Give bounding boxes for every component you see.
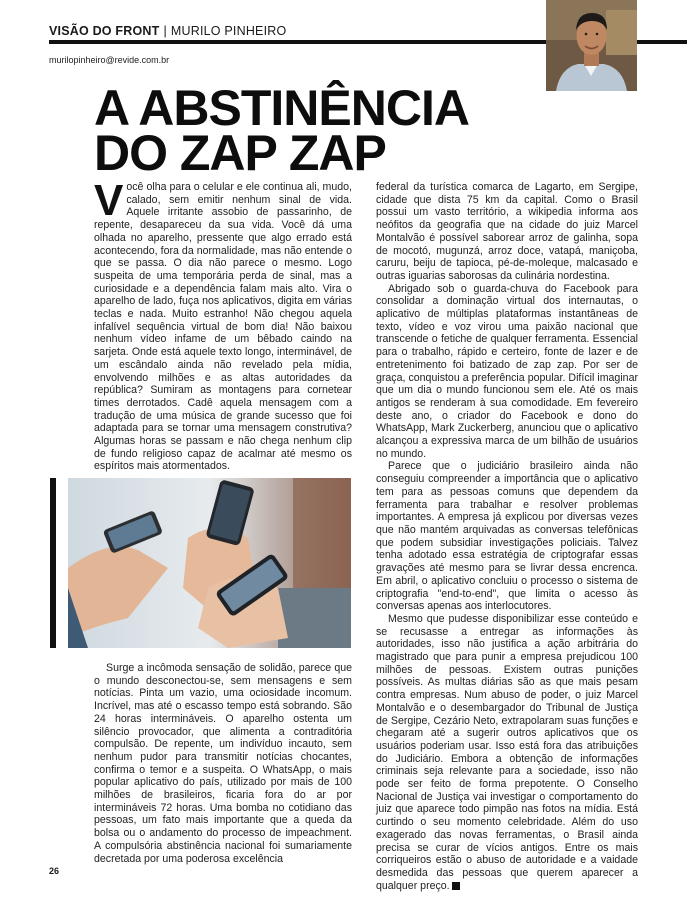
paragraph-6-text: Mesmo que pudesse disponibilizar esse conteúdo e se recusasse a entregar as informações às autoridades, isso não justifica a ação arbitrária do magistrado que para punir a empresa prejudicou 100 milhões de pessoas. Existem outras punições possíveis. As multas diárias são as que mais pesam contra empresas. Num abuso de poder, o juiz Marcel Montalvão e o desembargador do Tribunal de Justiça de Sergipe, Cezário Neto, extrapolaram suas funções e chegaram até a sugerir outros aplicativos que os usuários poderiam usar. Isso está fora das atribuições do Judiciário. Embora a obtenção de informações criminais seja relevante para a sociedade, isso não pode ser feito de forma prepotente. O Conselho Nacional de Justiça vai investigar o comportamento do juiz que aparece todo pimpão nas fotos na mídia. Está curtindo o seu momento celebridade. Além do uso exagerado das novas ferramentas, o Brasil ainda precisa se curar de vícios antigos. Entre os mais corriqueiros estão o abuso de autoridade e a vaidade desmedida das pessoas que querem aparecer a qualquer preço. [376, 612, 638, 892]
paragraph-5: Parece que o judiciário brasileiro ainda não conseguiu compreender a importância que o aplicativo tem para as pessoas comuns que dependem da ferramenta para trabalhar e resolver problemas importantes. A empresa já explicou por diversas vezes que não mantém arquivadas as conversas telefônicas que podem subsidiar investigações policiais. Talvez tenha adotado essa estratégia de criptografar essas gravações até mesmo para se livrar dessa encrenca. Em abril, o aplicativo concluiu o processo o sistema de criptografia "end-to-end", que limita o acesso às conversas apenas aos interlocutores. [376, 460, 638, 613]
article-photo [68, 478, 351, 648]
paragraph-4: Abrigado sob o guarda-chuva do Facebook para consolidar a dominação virtual dos internautas, o aplicativo de múltiplas plataformas instantâneas de texto, vídeo e voz virou uma paixão nacional que transcende o fetiche de qualquer ferramenta. Essencial para o trabalho, rápido e certeiro, fonte de lazer e de entretenimento foi batizado de zap zap. Por ser de graça, conquistou a preferência popular. Difícil imaginar que um dia o mundo funcionou sem ele. Até os mais antigos se renderam à sua comodidade. Em fevereiro deste ano, o criador do Facebook e dono do WhatsApp, Mark Zuckerberg, anunciou que o aplicativo alcançou a expressiva marca de um bilhão de usuários no mundo. [376, 282, 638, 460]
drop-cap: V [94, 176, 124, 225]
paragraph-1 [94, 176, 352, 473]
paragraph-6 [376, 613, 638, 892]
author-name: MURILO PINHEIRO [170, 24, 287, 38]
section-title: VISÃO DO FRONT [49, 24, 160, 38]
headline [94, 80, 469, 181]
column-header [49, 24, 286, 38]
paragraph-2: Surge a incômoda sensação de solidão, parece que o mundo desconectou-se, sem mensagens e sem notícias. Pinta um vazio, uma ociosidade incomum. Incrível, mas até o escasso tempo está sobrando. São 24 horas intermináveis. O aparelho ostenta um silêncio provocador, que alimenta a contraditória compulsão. De repente, um indivíduo incauto, sem nenhum pudor para transmitir notícias chocantes, confirma o temor e a suspeita. O WhatsApp, o mais popular aplicativo do país, utilizado por mais de 100 milhões de brasileiros, ficaria fora do ar por intermináveis 72 horas. Uma bomba no cotidiano das pessoas, um fato mais importante que a queda da bolsa ou o andamento do processo de impeachment. A compulsória abstinência nacional foi sumariamente decretada por uma poderosa excelência [94, 662, 352, 865]
header-separator: | [163, 24, 167, 38]
author-email: murilopinheiro@revide.com.br [49, 55, 170, 65]
end-mark-icon [452, 882, 460, 890]
headline-line-1: A ABSTINÊNCIA [94, 80, 469, 136]
paragraph-3: federal da turística comarca de Lagarto, em Sergipe, cidade que dista 75 km da capital. Como o Brasil possui um vasto território, a wikipedia informa aos neófitos da geografia que na cidade do juiz Marcel Montalvão é possível saborear arroz de galinha, sopa de mocotó, mugunzá, arroz doce, vatapá, maniçoba, caruru, beiju de tapioca, pé-de-moleque, malcasado e outras iguarias saborosas da culinária nordestina. [376, 181, 638, 282]
photo-accent-bar [50, 478, 56, 648]
page-number: 26 [49, 866, 60, 876]
article-column-right [376, 181, 638, 892]
author-portrait [546, 0, 637, 91]
article-column-left-bottom [94, 662, 352, 865]
headline-line-2: DO ZAP ZAP [94, 125, 386, 181]
paragraph-1-text: ocê olha para o celular e ele continua ali, mudo, calado, sem emitir nenhum sinal de vida. Aquele irritante assobio de passarinho, de repente, desapareceu da sua vida. Você dá uma olhada no aparelho, pressente que algo errado está acontecendo, fora da normalidade, mas não entende o que se passa. O dia não parece o mesmo. Logo suspeita de uma temporária perda de sinal, mas a curiosidade e a dependência falam mais alto. Vira o aparelho de lado, fuça nos aplicativos, digita em várias teclas e nada. Muito estranho! Não chegou aquela infalível sequência virtual de bom dia! Não baixou nenhum vídeo infame de um bêbado caindo na sarjeta. Onde está aquele texto longo, interminável, de um escândalo ainda não revelado pela mídia, envolvendo milhões e as altas autoridades da república? Sumiram as montagens para cornetear times derrotados. Cadê aquela mensagem com a tradução de uma música de grande sucesso que foi adaptada para se tornar uma mensagem construtiva? Algumas horas se passam e não chega nenhum clip de fundo religioso capaz de acalmar até mesmo os espíritos mais atormentados. [94, 181, 352, 473]
article-column-left-top [94, 176, 352, 473]
